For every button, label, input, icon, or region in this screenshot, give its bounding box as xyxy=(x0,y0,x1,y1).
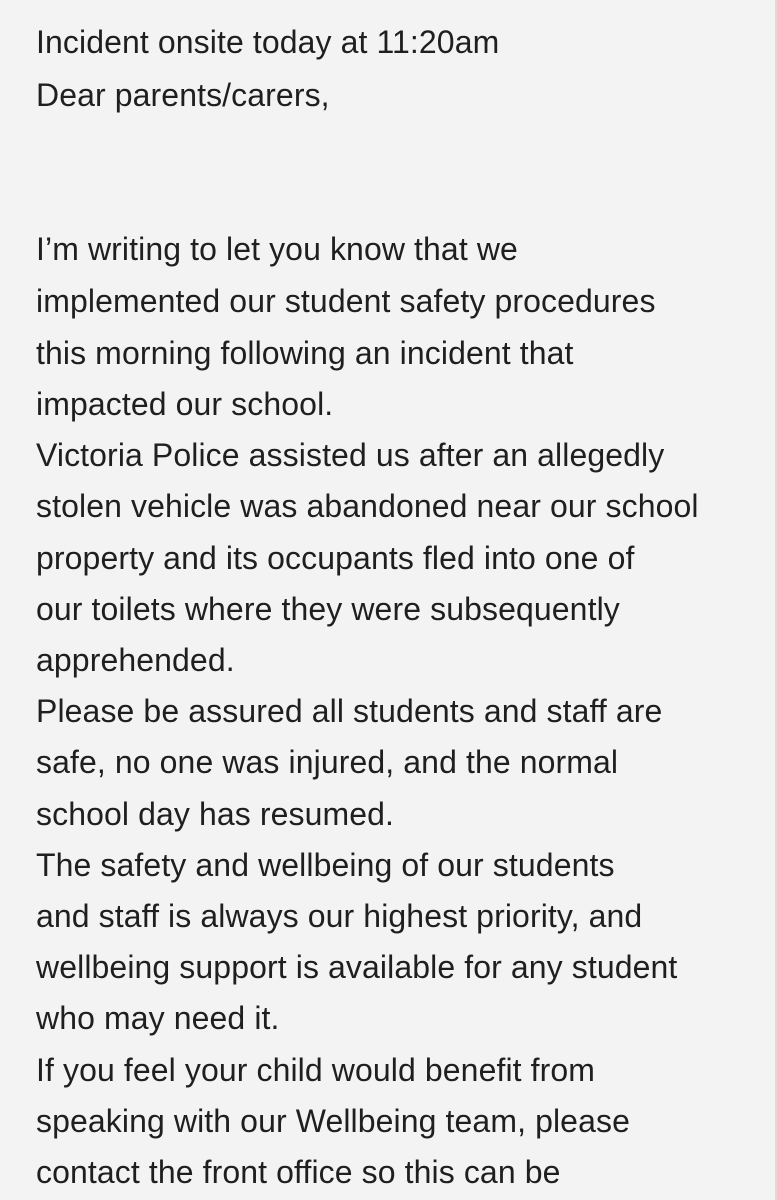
body-line: our toilets where they were subsequently xyxy=(36,591,620,627)
body-line: If you feel your child would benefit from xyxy=(36,1052,596,1088)
message-salutation: Dear parents/carers, xyxy=(36,77,330,113)
message-subject: Incident onsite today at 11:20am xyxy=(36,24,500,60)
body-line: wellbeing support is available for any student xyxy=(36,949,678,985)
body-line: apprehended. xyxy=(36,642,235,678)
body-line: Victoria Police assisted us after an allegedly xyxy=(36,437,665,473)
body-line: contact the front office so this can be xyxy=(36,1154,561,1190)
body-line: Please be assured all students and staff are xyxy=(36,693,663,729)
body-line: I’m writing to let you know that we xyxy=(36,231,518,267)
body-line: this morning following an incident that xyxy=(36,335,574,371)
body-line: school day has resumed. xyxy=(36,796,395,832)
body-line: stolen vehicle was abandoned near our school xyxy=(36,488,699,524)
body-line: safe, no one was injured, and the normal xyxy=(36,744,619,780)
body-line: speaking with our Wellbeing team, please xyxy=(36,1103,630,1139)
body-line: who may need it. xyxy=(36,1000,280,1036)
body-line: and staff is always our highest priority, and xyxy=(36,898,643,934)
body-line: impacted our school. xyxy=(36,386,334,422)
body-line: implemented our student safety procedures xyxy=(36,283,656,319)
body-line: The safety and wellbeing of our students xyxy=(36,847,615,883)
body-line: property and its occupants fled into one of xyxy=(36,540,635,576)
